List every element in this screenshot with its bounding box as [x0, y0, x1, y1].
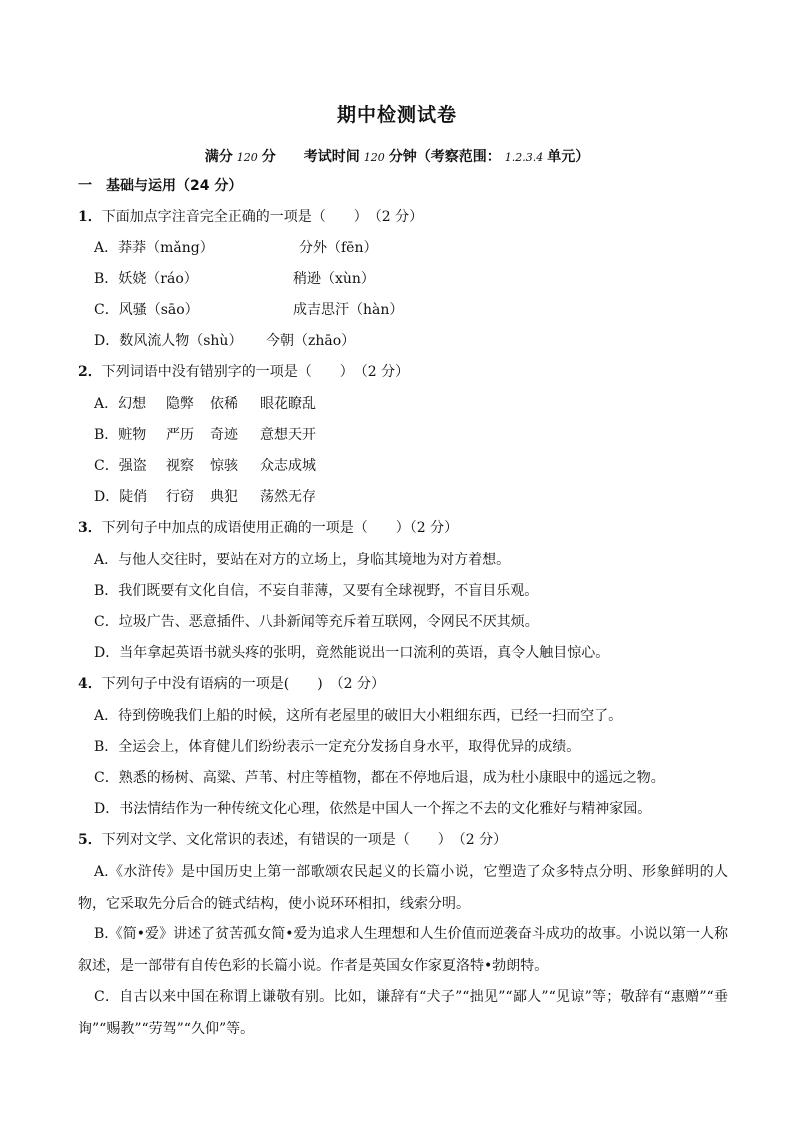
question-stem: 下列句子中加点的成语使用正确的一项是（ ）（2 分） — [101, 520, 459, 536]
question-5 — [78, 830, 507, 850]
question-1 — [78, 207, 423, 227]
question-2 — [78, 362, 409, 382]
option-word: C．强盗 — [94, 458, 147, 474]
option-word: 典犯 — [210, 489, 238, 505]
question-number: 2． — [78, 364, 102, 380]
option-word: 成吉思汗（hàn） — [293, 302, 404, 318]
option-word: 意想天开 — [260, 427, 316, 443]
option-word: 荡然无存 — [260, 489, 316, 505]
q5-option-c: C．自古以来中国在称谓上谦敬有别。比如，谦辞有“犬子”“拙见”“鄙人”“见谅”等；敬辞有“惠赠”“垂询”“赐教”“劳驾”“久仰”等。 — [78, 989, 728, 1037]
option-word: C．风骚（sāo） — [94, 302, 199, 318]
q4-option-a: A．待到傍晚我们上船的时候，这所有老屋里的破旧大小粗细东西，已经一扫而空了。 — [94, 708, 623, 724]
q1-option-d — [94, 331, 356, 351]
q4-option-b: B．全运会上，体育健儿们纷纷表示一定充分发扬自身水平，取得优异的成绩。 — [94, 739, 581, 755]
full-score-value: 120 — [236, 151, 258, 164]
exam-info — [0, 146, 794, 166]
question-3 — [78, 518, 458, 538]
q3-option-a: A．与他人交往时，要站在对方的立场上，身临其境地为对方着想。 — [94, 552, 511, 568]
q1-option-a — [94, 238, 378, 258]
option-word: B．妖娆（ráo） — [94, 271, 198, 287]
time-unit: 分钟（考察范围： — [388, 149, 501, 165]
option-word: 视察 — [166, 458, 194, 474]
question-number: 1． — [78, 209, 102, 225]
option-word: 稍逊（xùn） — [293, 271, 375, 287]
question-stem: 下列对文学、文化常识的表述，有错误的一项是（ ） （2 分） — [101, 832, 508, 848]
time-label: 考试时间 — [303, 149, 360, 165]
question-number: 5． — [78, 832, 102, 848]
q2-option-a — [94, 394, 316, 414]
q5-option-b: B.《简•爱》讲述了贫苦孤女简•爱为追求人生理想和人生价值而逆袭奋斗成功的故事。小说以第一人称叙述，是一部带有自传色彩的长篇小说。作者是英国女作家夏洛特•勃朗特。 — [78, 926, 728, 974]
q2-option-d — [94, 487, 316, 507]
option-word: 众志成城 — [260, 458, 316, 474]
question-stem: 下面加点字注音完全正确的一项是（ ） （2 分） — [101, 209, 424, 225]
option-word: A．莽莽（mǎng） — [94, 240, 214, 256]
full-score-unit: 分 — [261, 149, 276, 165]
option-word: 严历 — [166, 427, 194, 443]
option-word: D．陡俏 — [94, 489, 148, 505]
q3-option-d: D．当年拿起英语书就头疼的张明，竟然能说出一口流利的英语，真令人触目惊心。 — [94, 645, 610, 661]
question-stem: 下列词语中没有错别字的一项是（ ） （2 分） — [101, 364, 410, 380]
option-word: 隐弊 — [166, 396, 194, 412]
q3-option-b: B．我们既要有文化自信，不妄自菲薄，又要有全球视野，不盲目乐观。 — [94, 583, 539, 599]
option-word: 奇迹 — [210, 427, 238, 443]
option-word: B．赃物 — [94, 427, 147, 443]
section-heading: 一 基础与运用（24 分） — [78, 178, 243, 194]
question-4 — [78, 674, 385, 694]
option-word: A．幻想 — [94, 396, 147, 412]
q1-option-b — [94, 269, 375, 289]
page-title: 期中检测试卷 — [336, 104, 457, 126]
full-score-label: 满分 — [204, 149, 233, 165]
q4-option-d: D．书法情结作为一种传统文化心理，依然是中国人一个挥之不去的文化雅好与精神家园。 — [94, 801, 652, 817]
q4-option-c: C．熟悉的杨树、高粱、芦苇、村庄等植物，都在不停地后退，成为杜小康眼中的遥远之物。 — [94, 770, 665, 786]
option-word: 依稀 — [210, 396, 238, 412]
q1-option-c — [94, 300, 404, 320]
option-word: 眼花瞭乱 — [260, 396, 316, 412]
option-word: 行窃 — [166, 489, 194, 505]
q2-option-b — [94, 425, 316, 445]
range-value: 1.2.3.4 — [504, 151, 544, 164]
option-word: 惊骇 — [210, 458, 238, 474]
time-value: 120 — [363, 151, 385, 164]
q2-option-c — [94, 456, 316, 476]
option-word: 分外（fēn） — [299, 240, 378, 256]
question-number: 3． — [78, 520, 102, 536]
range-suffix: 单元） — [547, 149, 590, 165]
q5-option-a: A.《水浒传》是中国历史上第一部歌颂农民起义的长篇小说，它塑造了众多特点分明、形象鲜明的人物，它采取先分后合的链式结构，使小说环环相扣，线索分明。 — [78, 864, 728, 912]
q3-option-c: C．垃圾广告、恶意插件、八卦新闻等充斥着互联网，令网民不厌其烦。 — [94, 614, 539, 630]
option-word: 今朝（zhāo） — [266, 333, 356, 349]
question-stem: 下列句子中没有语病的一项是( ) （2 分） — [101, 676, 386, 692]
question-number: 4． — [78, 676, 102, 692]
option-word: D．数风流人物（shù） — [94, 333, 243, 349]
